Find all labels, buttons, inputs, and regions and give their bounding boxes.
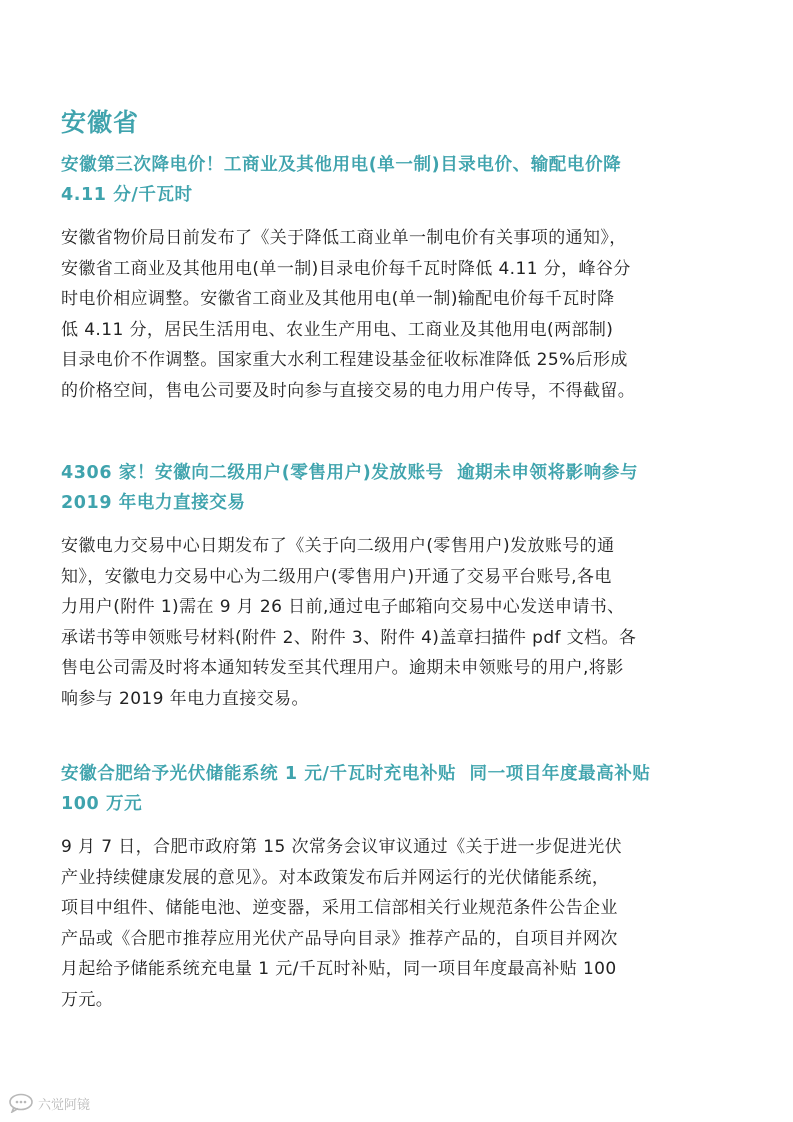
watermark	[8, 1093, 90, 1113]
body-line: 目录电价不作调整。国家重大水利工程建设基金征收标准降低 25%后形成	[61, 350, 628, 370]
body-line: 低 4.11 分，居民生活用电、农业生产用电、工商业及其他用电(两部制)	[61, 319, 614, 340]
body-line: 时电价相应调整。安徽省工商业及其他用电(单一制)输配电价每千瓦时降	[61, 289, 615, 309]
section-heading	[61, 458, 741, 518]
heading-line: 4.11 分/千瓦时	[61, 185, 193, 205]
body-line: 万元。	[61, 989, 114, 1010]
section-body	[61, 832, 741, 1015]
body-line: 响参与 2019 年电力直接交易。	[61, 688, 309, 709]
watermark-text: 六觉阿镜	[38, 1097, 91, 1113]
article-section-1	[61, 150, 741, 406]
heading-line: 安徽合肥给予光伏储能系统 1 元/千瓦时充电补贴 同一项目年度最高补贴	[61, 764, 651, 784]
section-body	[61, 531, 741, 714]
body-line: 安徽电力交易中心日期发布了《关于向二级用户(零售用户)发放账号的通	[61, 536, 615, 556]
section-heading	[61, 150, 741, 210]
body-line: 安徽省工商业及其他用电(单一制)目录电价每千瓦时降低 4.11 分，峰谷分	[61, 258, 631, 279]
body-line: 售电公司需及时将本通知转发至其代理用户。逾期未申领账号的用户,将影	[61, 658, 624, 678]
section-body	[61, 223, 741, 406]
section-heading	[61, 759, 741, 819]
body-line: 的价格空间，售电公司要及时向参与直接交易的电力用户传导，不得截留。	[61, 380, 636, 401]
body-line: 知》，安徽电力交易中心为二级用户(零售用户)开通了交易平台账号,各电	[61, 566, 612, 587]
body-line: 产业持续健康发展的意见》。对本政策发布后并网运行的光伏储能系统，	[61, 867, 610, 888]
body-line: 月起给予储能系统充电量 1 元/千瓦时补贴，同一项目年度最高补贴 100	[61, 959, 617, 979]
heading-line: 2019 年电力直接交易	[61, 493, 246, 513]
body-line: 产品或《合肥市推荐应用光伏产品导向目录》推荐产品的，自项目并网次	[61, 928, 618, 949]
article-section-3	[61, 759, 741, 1015]
body-line: 力用户(附件 1)需在 9 月 26 日前,通过电子邮箱向交易中心发送申请书、	[61, 597, 625, 617]
heading-line: 安徽第三次降电价！工商业及其他用电(单一制)目录电价、输配电价降	[61, 155, 622, 175]
body-line: 9 月 7 日，合肥市政府第 15 次常务会议审议通过《关于进一步促进光伏	[61, 837, 623, 857]
body-line: 承诺书等申领账号材料(附件 2、附件 3、附件 4)盖章扫描件 pdf 文档。各	[61, 627, 637, 648]
heading-line: 100 万元	[61, 794, 143, 814]
heading-line: 4306 家！安徽向二级用户(零售用户)发放账号 逾期未申领将影响参与	[61, 463, 639, 483]
body-line: 项目中组件、储能电池、逆变器，采用工信部相关行业规范条件公告企业	[61, 898, 618, 918]
body-line: 安徽省物价局日前发布了《关于降低工商业单一制电价有关事项的通知》，	[61, 228, 627, 248]
article-section-2	[61, 458, 741, 714]
speech-bubble-logo-icon	[8, 1093, 34, 1113]
page-title: 安徽省	[61, 108, 140, 137]
